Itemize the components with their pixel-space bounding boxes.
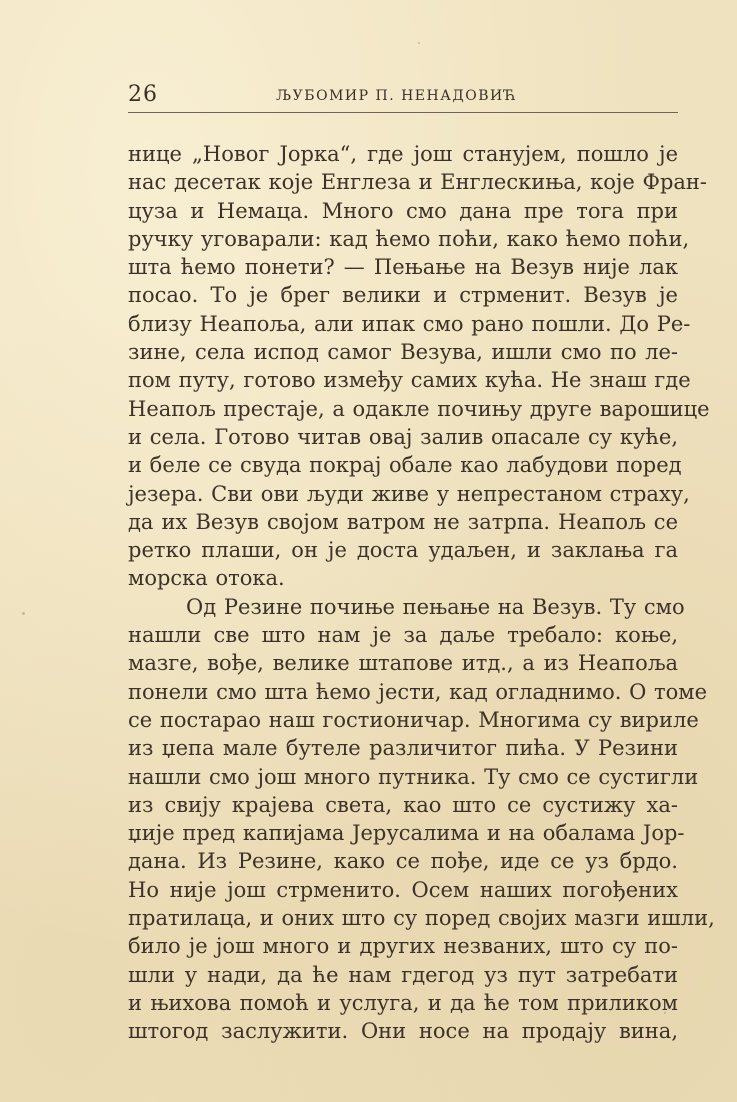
text-line: зине, села испод самог Везува, ишли смо по ле- (128, 340, 678, 365)
text-line: мазге, вође, велике штапове итд., а из Неапоља (128, 651, 678, 676)
text-line: нице „Новог Јорка“, где још станујем, пошло је (128, 142, 678, 166)
text-line: штогод заслужити. Они носе на продају вина, (128, 1019, 678, 1044)
text-line: нас десетак које Енглеза и Енглескиња, које Фран- (128, 170, 708, 195)
text-line: се постарао наш гостионичар. Многима су вириле (128, 707, 699, 732)
paragraph-2 (128, 593, 715, 1046)
text-line: из џепа мале бутеле различитог пића. У Резини (128, 736, 678, 761)
text-line: цуза и Немаца. Много смо дана пре тога при (128, 198, 678, 223)
paragraph-1 (128, 140, 710, 593)
text-line: и беле се свуда покрај обале као лабудови поред (128, 453, 682, 478)
running-head (128, 78, 678, 113)
text-line: посао. То је брег велики и стрменит. Везув је (128, 283, 678, 308)
text-line: морска отока. (128, 566, 285, 591)
text-line: Од Резине почиње пењање на Везув. Ту смо (186, 594, 685, 619)
text-line: понели смо шта ћемо јести, кад огладнимо. О томе (128, 679, 708, 704)
text-line: нашли све што нам је за даље требало: коње, (128, 623, 678, 648)
text-line: и њихова помоћ и услуга, и да ће том приликом (128, 990, 678, 1015)
text-line: из свију крајева света, као што се сустижу ха- (128, 792, 678, 817)
text-line: шта ћемо понети? — Пењање на Везув није лак (128, 255, 678, 280)
paper-speck (664, 1012, 666, 1014)
text-line: џије пред капијама Јерусалима и на обалама Јор- (128, 821, 685, 846)
text-line: и села. Готово читав овај залив опасале су куће, (128, 424, 678, 449)
text-line: близу Неапоља, али ипак смо рано пошли. До Ре- (128, 311, 691, 336)
text-line: нашли смо још много путника. Ту смо се сустигли (128, 764, 699, 789)
text-line: дана. Из Резине, како се пође, иде се уз брдо. (128, 849, 678, 874)
text-line: да их Везув својом ватром не затрпа. Неапољ се (128, 509, 678, 534)
text-line: језера. Сви ови људи живе у непрестаном страху, (128, 481, 690, 506)
paper-speck (418, 42, 420, 44)
body-text (128, 140, 715, 1046)
text-line: Но није још стрменито. Осем наших погођених (128, 877, 678, 902)
text-line: ручку уговарали: кад ћемо поћи, како ћемо поћи, (128, 226, 690, 251)
text-line: ретко плаши, он је доста удаљен, и заклања га (128, 538, 678, 563)
text-line: било је још много и других незваних, што су по- (128, 934, 678, 959)
paper-speck (22, 612, 25, 615)
page-number: 26 (128, 82, 158, 107)
text-line: Неапољ престаје, а одакле почињу друге варошице (128, 396, 710, 421)
text-line: пом путу, готово између самих кућа. Не знаш где (128, 368, 691, 393)
running-title: ЉУБОМИР П. НЕНАДОВИЋ (276, 88, 518, 104)
text-line: шли у нади, да ће нам гдегод уз пут затребати (128, 962, 678, 987)
text-line: пратилаца, и оних што су поред својих мазги ишли, (128, 906, 715, 931)
